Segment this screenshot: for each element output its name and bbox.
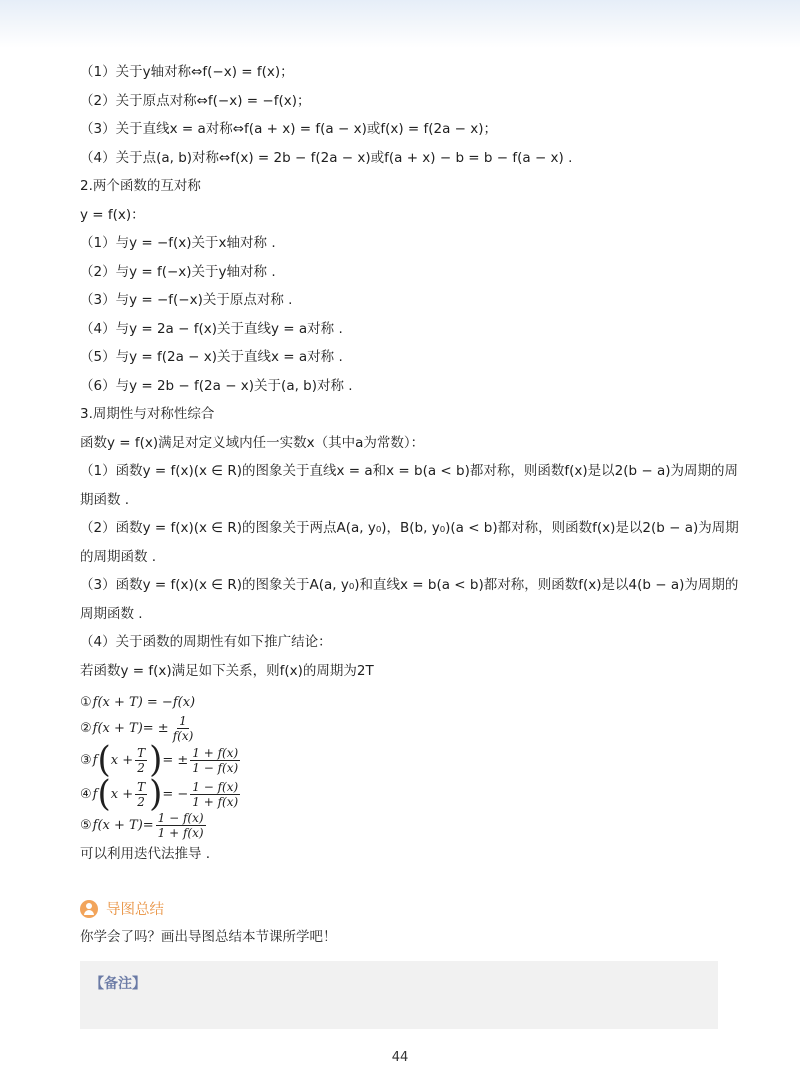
fraction-denominator: 2: [137, 760, 145, 775]
fraction-numerator: T: [137, 779, 146, 794]
formula-number: ⑤: [80, 818, 92, 833]
section-title: 导图总结: [106, 902, 164, 918]
fraction-numerator: 1 − f(x): [157, 811, 204, 825]
text-line: （3）函数y = f(x)(x ∈ R)的图象关于A(a, y₀)和直线x = b(a < b)都对称，则函数f(x)是以4(b − a)为周期的: [80, 577, 739, 593]
formula-number: ③: [80, 752, 92, 768]
text-line: 期函数 .: [80, 491, 130, 508]
fraction: [190, 780, 240, 809]
note-label: 【备注】: [90, 976, 146, 992]
left-paren: (: [97, 739, 111, 781]
formula-number: ①: [80, 695, 92, 710]
formula-5: [80, 811, 740, 840]
formula-4: [80, 773, 740, 815]
formula-lhs: f(x + T)= ±: [92, 721, 169, 736]
note-box: [80, 961, 718, 1029]
fraction-denominator: 1 + f(x): [157, 826, 204, 840]
formula-eq: = −: [162, 786, 189, 802]
formula-func: f: [92, 786, 98, 802]
formula-lhs: f(x + T)=: [92, 818, 154, 833]
fraction: [135, 780, 147, 809]
formula-number: ②: [80, 721, 92, 736]
right-paren: ): [149, 739, 163, 781]
section-text: 你学会了吗？画出导图总结本节课所学吧！: [80, 928, 337, 945]
formula-inner: x +: [110, 752, 134, 768]
formula-1: [80, 691, 740, 714]
text-line: （3）与y = −f(−x)关于原点对称 .: [80, 292, 293, 308]
fraction-denominator: 1 − f(x): [192, 760, 239, 775]
page-number: 44: [391, 1050, 409, 1065]
fraction-denominator: f(x): [172, 729, 194, 743]
text-line: （6）与y = 2b − f(2a − x)关于(a, b)对称 .: [80, 377, 353, 394]
fraction: [190, 746, 240, 775]
formula-eq: = ±: [162, 752, 189, 768]
header-band: [0, 0, 800, 48]
text-line: （2）与y = f(−x)关于y轴对称 .: [80, 263, 276, 280]
fraction: [171, 714, 196, 743]
document-body: [80, 58, 740, 1029]
fraction-numerator: 1 − f(x): [192, 779, 239, 794]
text-line: 周期函数 .: [80, 605, 143, 622]
text-line: y = f(x)：: [80, 206, 145, 223]
fraction-numerator: 1: [179, 714, 187, 728]
text-line: （4）与y = 2a − f(x)关于直线y = a对称 .: [80, 320, 343, 337]
left-paren: (: [97, 773, 111, 815]
right-paren: ): [149, 773, 163, 815]
person-icon: [80, 900, 98, 918]
fraction-numerator: 1 + f(x): [192, 745, 239, 760]
text-line: 可以利用迭代法推导 .: [80, 846, 211, 862]
text-line: （2）关于原点对称⇔f(−x) = −f(x)；: [80, 92, 311, 109]
formula-3: [80, 739, 740, 781]
fraction: [135, 746, 147, 775]
formula-func: f: [92, 752, 98, 768]
heading-line: 3.周期性与对称性综合: [80, 406, 215, 422]
formula-number: ④: [80, 786, 92, 802]
text-line: （4）关于函数的周期性有如下推广结论：: [80, 634, 332, 650]
section-header: [80, 895, 740, 923]
text-line: （1）与y = −f(x)关于x轴对称 .: [80, 235, 276, 251]
text-line: （1）关于y轴对称⇔f(−x) = f(x)；: [80, 64, 294, 80]
fraction-numerator: T: [137, 745, 146, 760]
fraction: [156, 811, 206, 840]
fraction-denominator: 2: [137, 794, 145, 809]
text-line: （4）关于点(a, b)对称⇔f(x) = 2b − f(2a − x)或f(a + x) − b = b − f(a − x) .: [80, 149, 573, 166]
heading-line: 2.两个函数的互对称: [80, 178, 201, 194]
period-formulas: [80, 691, 740, 840]
text-line: （2）函数y = f(x)(x ∈ R)的图象关于两点A(a, y₀)，B(b, y₀)(a < b)都对称，则函数f(x)是以2(b − a)为周期: [80, 520, 739, 536]
formula-inner: x +: [110, 786, 134, 802]
text-line: （5）与y = f(2a − x)关于直线x = a对称 .: [80, 349, 343, 365]
text-line: （3）关于直线x = a对称⇔f(a + x) = f(a − x)或f(x) = f(2a − x)；: [80, 121, 498, 137]
formula-2: [80, 714, 740, 743]
text-line: 的周期函数 .: [80, 548, 157, 565]
formula-expr: f(x + T) = −f(x): [92, 695, 196, 710]
text-line: 若函数y = f(x)满足如下关系，则f(x)的周期为2T: [80, 662, 374, 679]
text-line: （1）函数y = f(x)(x ∈ R)的图象关于直线x = a和x = b(a < b)都对称，则函数f(x)是以2(b − a)为周期的周: [80, 463, 739, 479]
text-line: 函数y = f(x)满足对定义域内任一实数x（其中a为常数）：: [80, 434, 425, 451]
fraction-denominator: 1 + f(x): [192, 794, 239, 809]
